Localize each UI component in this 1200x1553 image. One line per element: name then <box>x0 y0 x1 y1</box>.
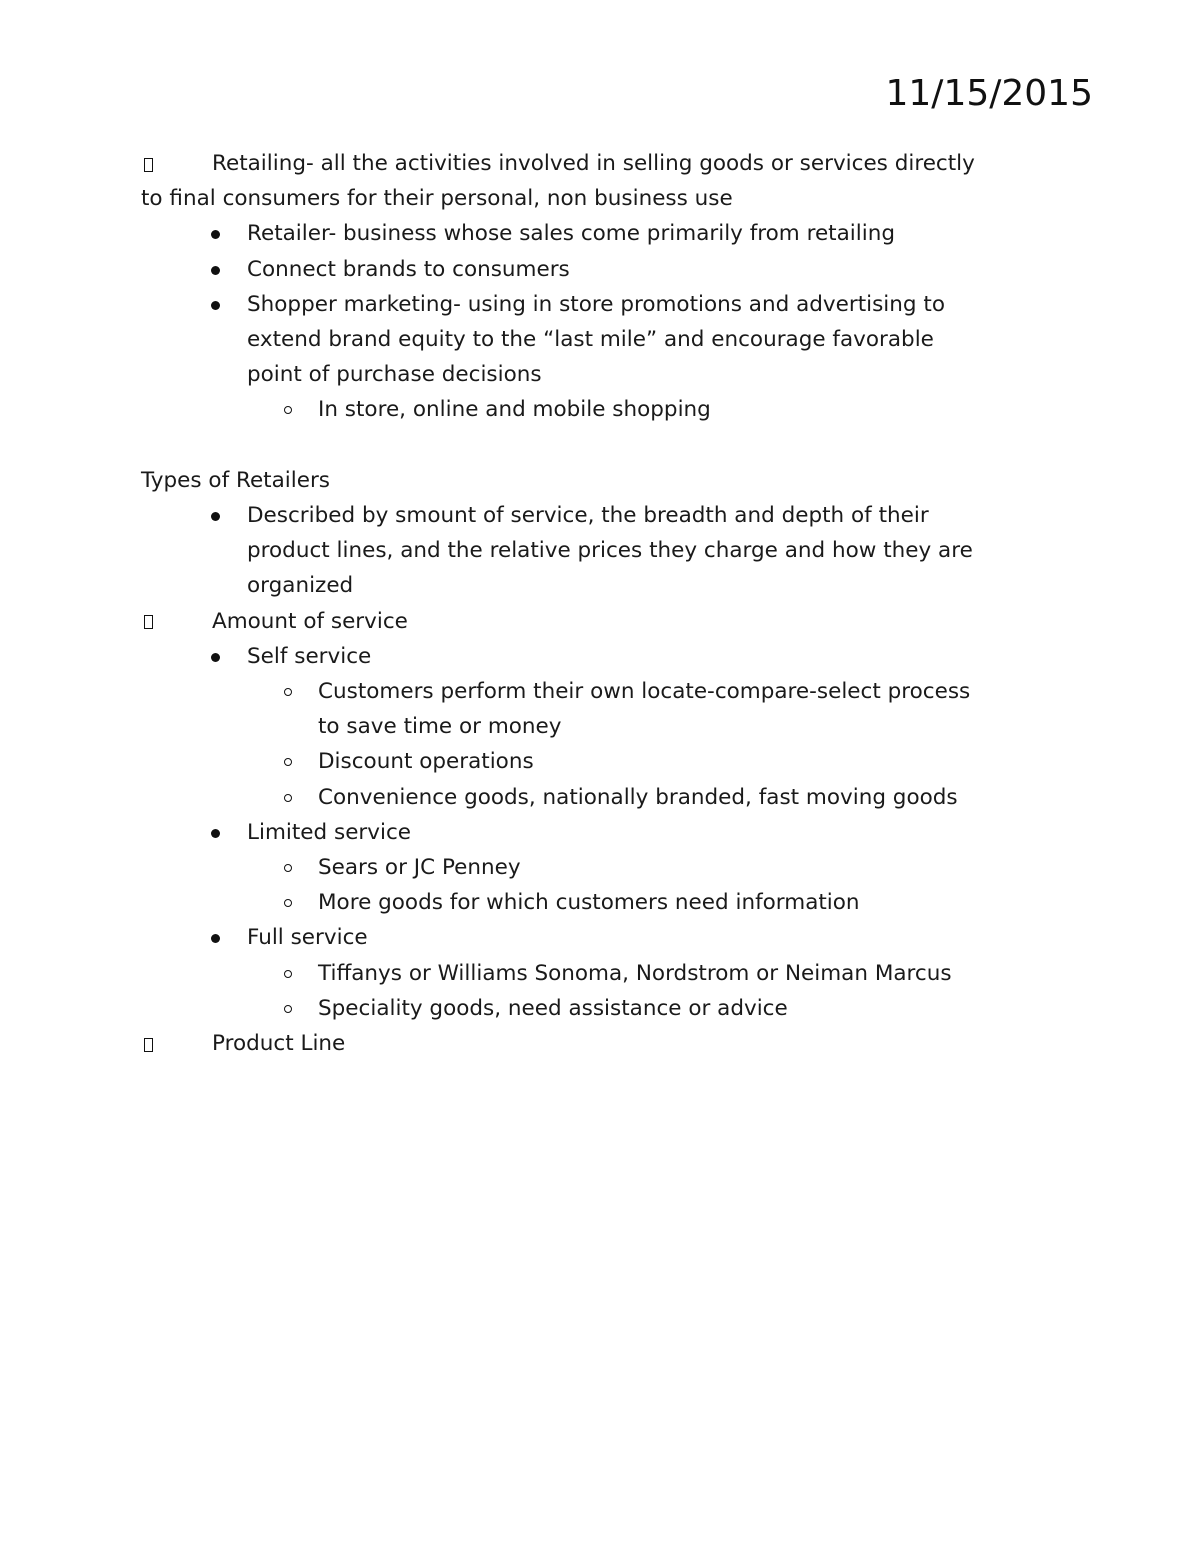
missing-glyph-icon <box>141 1026 155 1061</box>
circle-bullet-icon <box>284 406 292 414</box>
sub-list-item: Tiffanys or Williams Sonoma, Nordstrom or Neiman Marcus <box>0 956 1200 991</box>
retailing-definition: Retailing- all the activities involved in selling goods or services directly <box>212 151 975 176</box>
list-item-cont: point of purchase decisions <box>247 362 542 388</box>
sub-list-item: More goods for which customers need information <box>0 885 1200 920</box>
bullet-icon <box>211 829 220 838</box>
bullet-icon <box>211 230 220 239</box>
bullet-icon <box>211 301 220 310</box>
list-item: Shopper marketing- using in store promotions and advertising to <box>0 287 1200 322</box>
notes-body <box>0 146 1200 1061</box>
retailing-line <box>0 146 1200 181</box>
circle-bullet-icon <box>284 864 292 872</box>
list-item: Connect brands to consumers <box>0 252 1200 287</box>
missing-glyph-icon <box>141 604 155 639</box>
list-item-cont: product lines, and the relative prices they charge and how they are <box>247 538 973 564</box>
circle-bullet-icon <box>284 899 292 907</box>
bullet-icon <box>211 934 220 943</box>
sub-list-item-cont: to save time or money <box>318 714 562 740</box>
circle-bullet-icon <box>284 1005 292 1013</box>
page-date: 11/15/2015 <box>885 73 1093 114</box>
list-item-cont: extend brand equity to the “last mile” and encourage favorable <box>247 327 934 353</box>
bullet-icon <box>211 266 220 275</box>
list-item: Self service <box>0 639 1200 674</box>
bullet-icon <box>211 512 220 521</box>
circle-bullet-icon <box>284 758 292 766</box>
sub-list-item: Discount operations <box>0 744 1200 779</box>
list-item: Limited service <box>0 815 1200 850</box>
sub-list-item: Sears or JC Penney <box>0 850 1200 885</box>
product-line-heading: Product Line <box>0 1026 1200 1061</box>
bullet-icon <box>211 653 220 662</box>
retailing-line-cont: to final consumers for their personal, non business use <box>141 186 733 212</box>
amount-heading: Amount of service <box>0 604 1200 639</box>
circle-bullet-icon <box>284 794 292 802</box>
circle-bullet-icon <box>284 970 292 978</box>
list-item: Described by smount of service, the breadth and depth of their <box>0 498 1200 533</box>
sub-list-item: Convenience goods, nationally branded, fast moving goods <box>0 780 1200 815</box>
sub-list-item: Speciality goods, need assistance or advice <box>0 991 1200 1026</box>
section-heading: Types of Retailers <box>141 467 330 493</box>
list-item: Retailer- business whose sales come primarily from retailing <box>0 216 1200 251</box>
sub-list-item: In store, online and mobile shopping <box>0 392 1200 427</box>
list-item-cont: organized <box>247 573 354 599</box>
sub-list-item: Customers perform their own locate-compare-select process <box>0 674 1200 709</box>
missing-glyph-icon <box>141 146 155 181</box>
circle-bullet-icon <box>284 688 292 696</box>
list-item: Full service <box>0 920 1200 955</box>
